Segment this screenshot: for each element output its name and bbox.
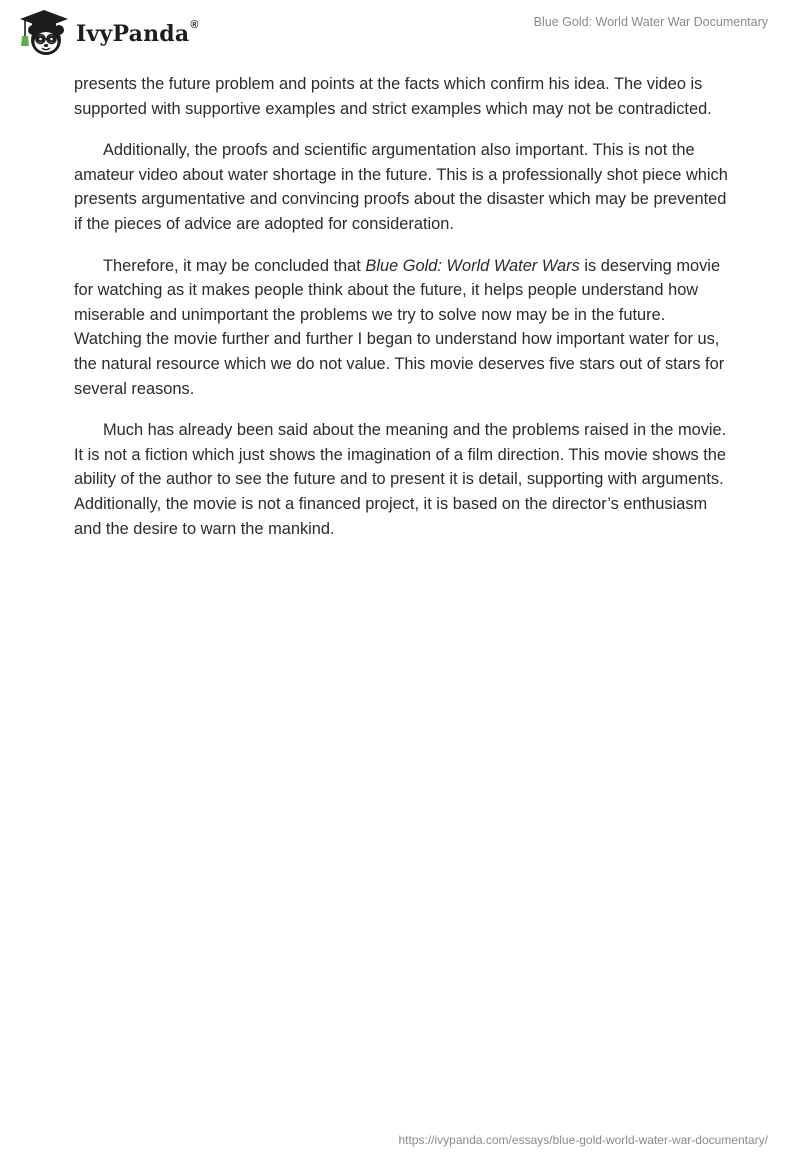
brand-name [76, 21, 199, 47]
paragraph-1: presents the future problem and points at the facts which confirm his idea. The video is supported with supportive examples and strict examples which may not be contradicted. [74, 75, 712, 118]
paragraph-3-lead: Therefore, it may be concluded that [103, 256, 366, 275]
document-title: Blue Gold: World Water War Documentary [533, 15, 768, 29]
paragraph-2: Additionally, the proofs and scientific argumentation also important. This is not the amateur video about water shortage in the future. This is a professionally shot piece which presents argumentative and convincing proofs about the disaster which may be prevented if the pieces of advice are adopted for consideration. [74, 141, 728, 233]
paragraph-4: Much has already been said about the meaning and the problems raised in the movie. It is not a fiction which just shows the imagination of a film direction. This movie shows the ability of the author to see the future and to present it is detail, supporting with arguments. Additionally, the movie is not a financed project, it is based on the director’s enthusiasm and the desire to warn the mankind. [74, 421, 727, 538]
brand-logo[interactable] [16, 8, 199, 58]
paragraph-3 [74, 254, 734, 402]
essay-body [74, 72, 734, 558]
paragraph-3-rest: is deserving movie for watching as it makes people think about the future, it helps people understand how miserable and unimportant the problems we try to solve now may be in the future. Watching the movie further and further I began to understand how important water for us, the natural resource which we do not value. This movie deserves five stars out of stars for several reasons. [74, 256, 725, 398]
brand-name-text: IvyPanda [76, 21, 190, 47]
panda-graduate-icon [16, 8, 72, 58]
page-header [0, 0, 800, 64]
registered-mark: ® [190, 19, 199, 31]
movie-title: Blue Gold: World Water Wars [365, 256, 580, 275]
source-url[interactable]: https://ivypanda.com/essays/blue-gold-world-water-war-documentary/ [398, 1133, 768, 1147]
